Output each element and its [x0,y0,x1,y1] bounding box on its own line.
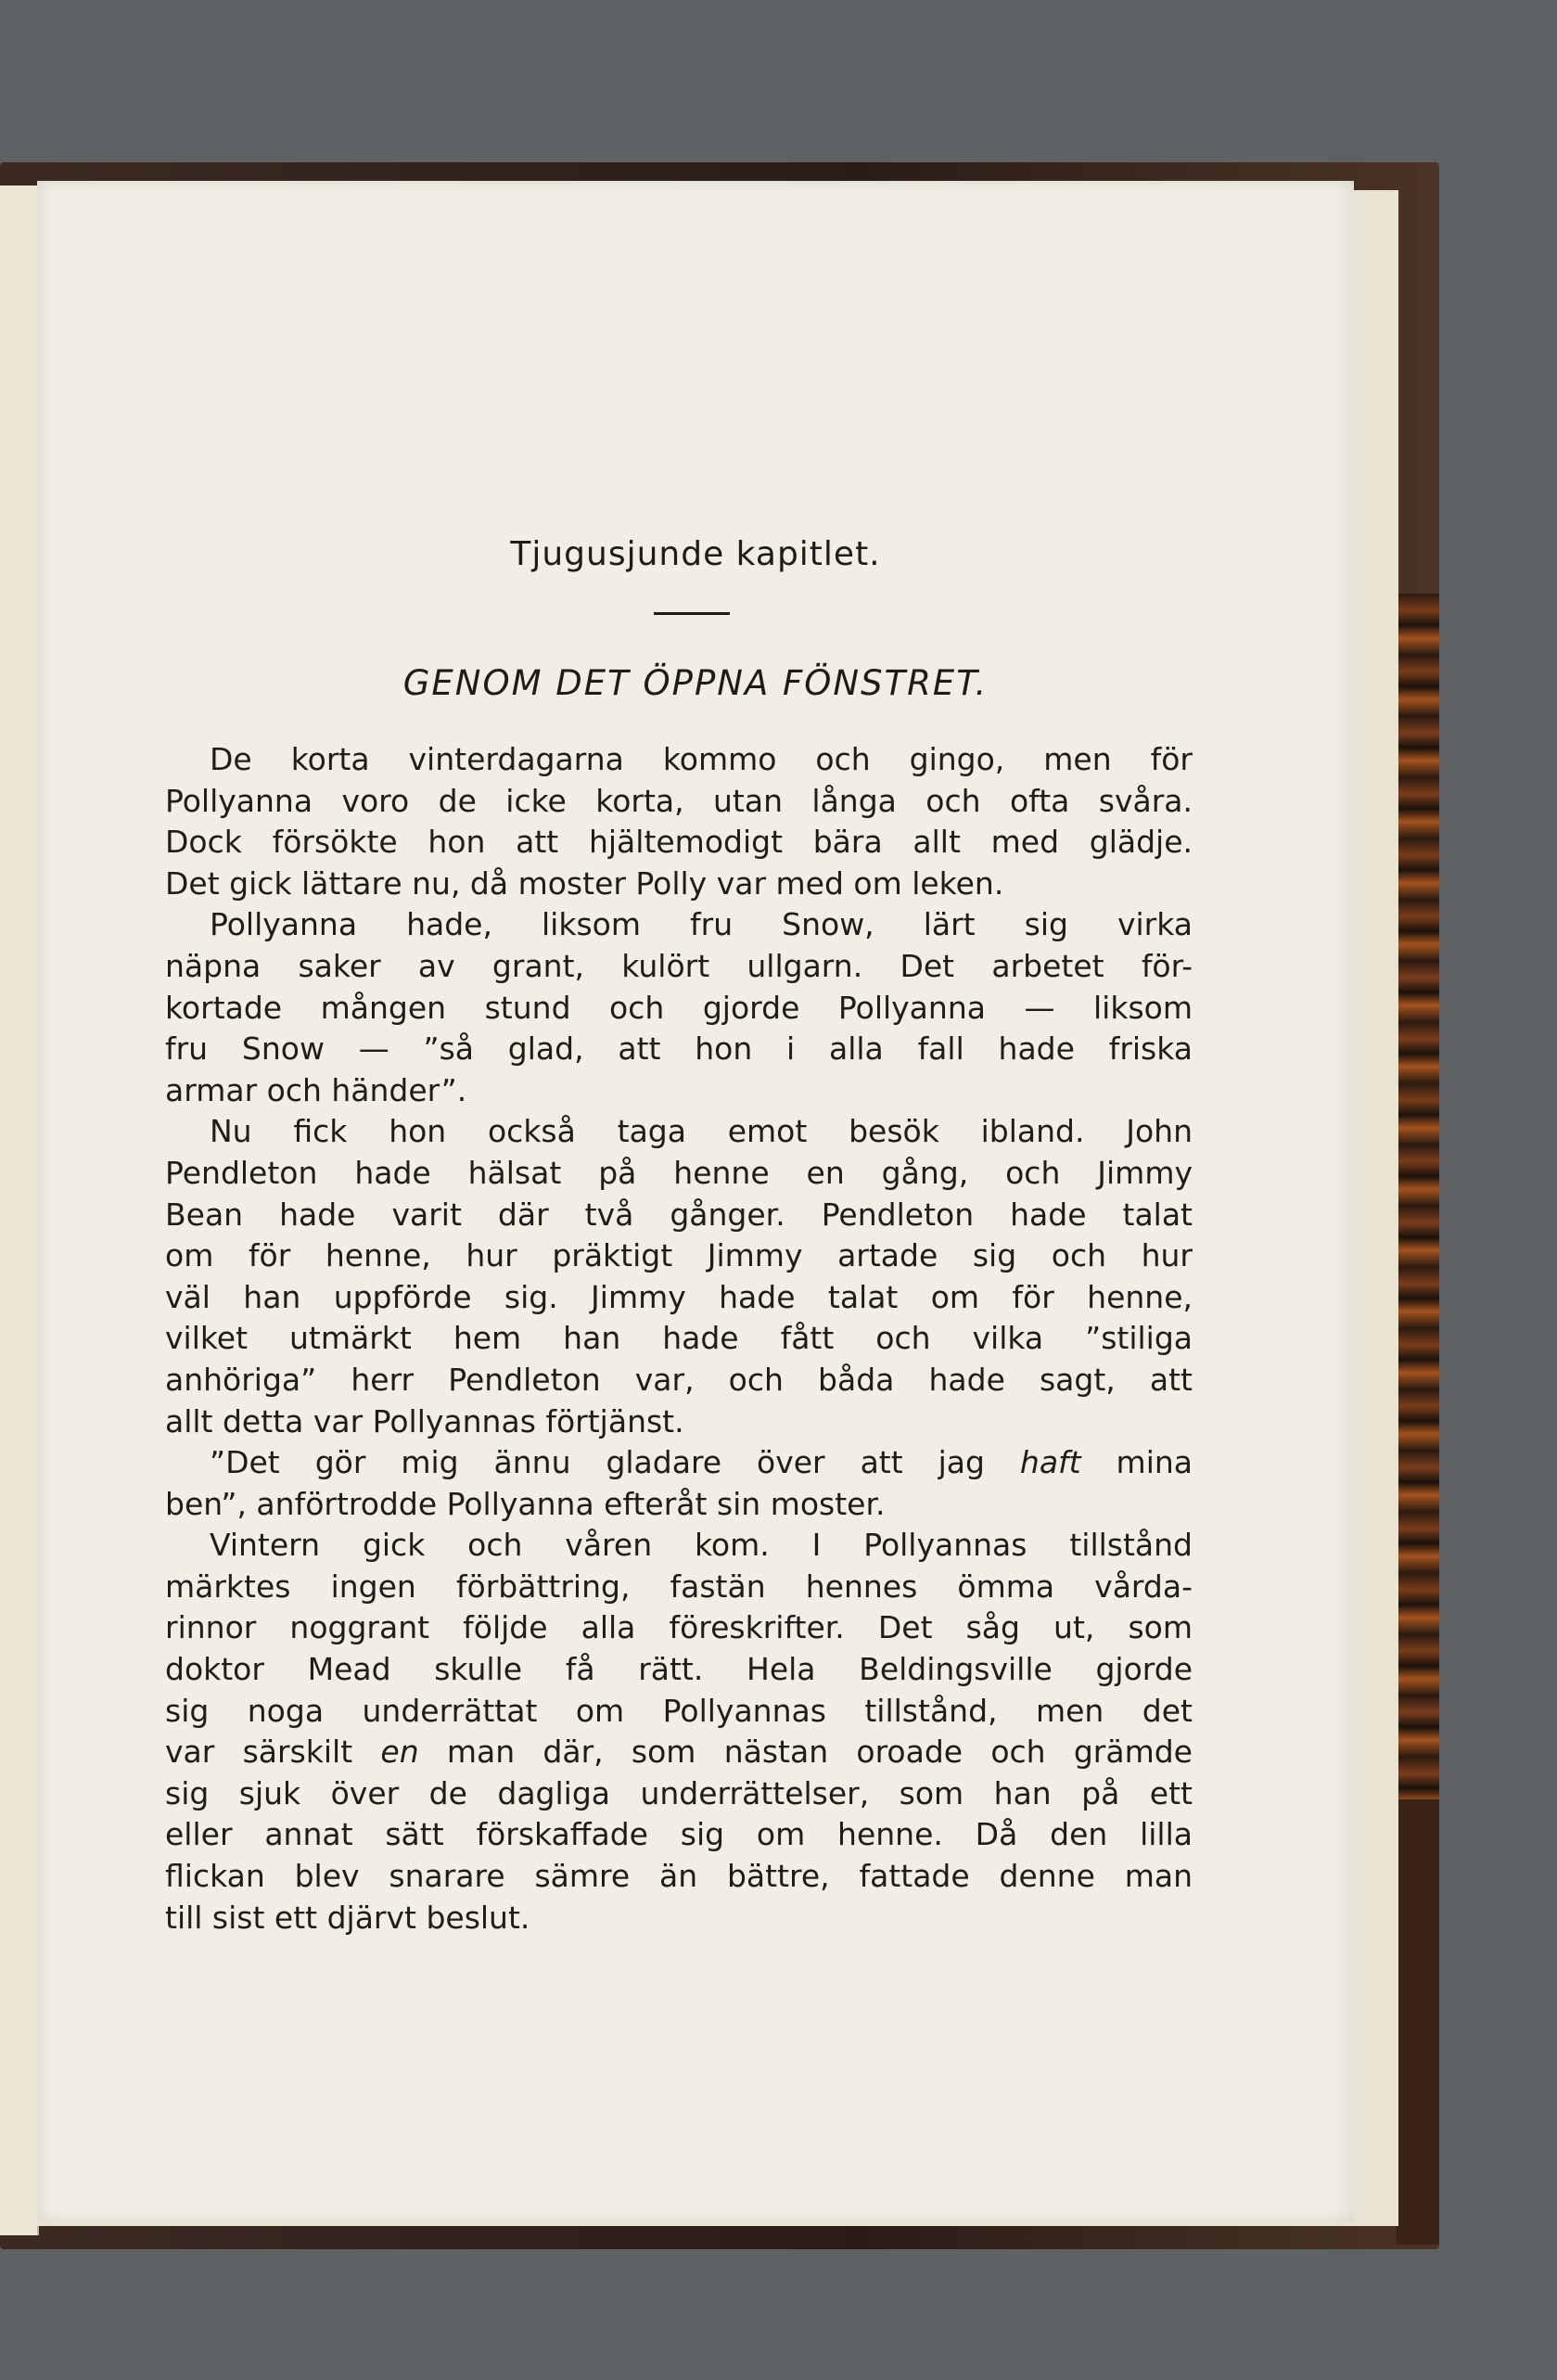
chapter-number: Tjugusjunde kapitlet. [510,535,881,573]
text-line: De korta vinterdagarna kommo och gingo, men för [210,741,1193,777]
emphasized-word: haft [1019,1444,1081,1481]
text-line: sig sjuk över de dagliga underrättelser, som han på ett [165,1774,1193,1811]
text-line: fru Snow — ”så glad, att hon i alla fall hade friska [165,1030,1193,1068]
cover-corner [1396,1799,1439,2245]
text-line: Pendleton hade hälsat på henne en gång, och Jimmy [165,1154,1193,1191]
chapter-body-text [165,739,1193,1939]
text-line: märktes ingen förbättring, fastän hennes ömma vårda- [165,1567,1193,1605]
text-line: doktor Mead skulle få rätt. Hela Beldingsville gjorde [165,1651,1193,1688]
text-line: Pollyanna hade, liksom fru Snow, lärt sig virka [210,906,1193,943]
text-line: om för henne, hur präktigt Jimmy artade sig och hur [165,1237,1193,1274]
text-line: Bean hade varit där två gånger. Pendleton hade talat [165,1196,1193,1233]
text-line: eller annat sätt förskaffade sig om henne. Då den lilla [165,1816,1193,1853]
text-line: allt detta var Pollyannas förtjänst. [165,1402,684,1440]
chapter-title: GENOM DET ÖPPNA FÖNSTRET. [402,663,989,703]
text-line: Pollyanna voro de icke korta, utan långa och ofta svåra. [165,782,1193,819]
text-line: Det gick lättare nu, då moster Polly var med om leken. [165,864,1004,902]
text-line: till sist ett djärvt beslut. [165,1899,530,1936]
text-line: var särskilt en man där, som nästan oroade och grämde [165,1734,1193,1771]
text-line: rinnor noggrant följde alla föreskrifter. Det såg ut, som [165,1609,1193,1646]
text-line: armar och händer”. [165,1071,467,1108]
text-line: anhöriga” herr Pendleton var, och båda hade sagt, att [165,1361,1193,1398]
chapter-divider [654,612,730,615]
text-line: Vintern gick och våren kom. I Pollyannas tillstånd [210,1527,1193,1564]
text-line: ben”, anförtrodde Pollyanna efteråt sin moster. [165,1485,886,1522]
text-line: väl han uppförde sig. Jimmy hade talat om för henne, [165,1278,1193,1315]
text-line: kortade mången stund och gjorde Pollyanna — liksom [165,989,1193,1026]
text-line: Nu fick hon också taga emot besök ibland. John [210,1113,1193,1150]
text-line: flickan blev snarare sämre än bättre, fattade denne man [165,1858,1193,1895]
text-line: näpna saker av grant, kulört ullgarn. Det arbetet för- [165,947,1193,984]
text-line: ”Det gör mig ännu gladare över att jag haft mina [210,1444,1193,1481]
emphasized-word: en [380,1734,419,1771]
book-page [37,181,1354,2221]
facing-page-edge [0,186,39,2235]
text-line: Dock försökte hon att hjältemodigt bära allt med glädje. [165,824,1193,861]
text-line: sig noga underrättat om Pollyannas tillstånd, men det [165,1692,1193,1729]
marbled-cover-edge [1396,594,1439,1799]
text-line: vilket utmärkt hem han hade fått och vilka ”stiliga [165,1320,1193,1357]
